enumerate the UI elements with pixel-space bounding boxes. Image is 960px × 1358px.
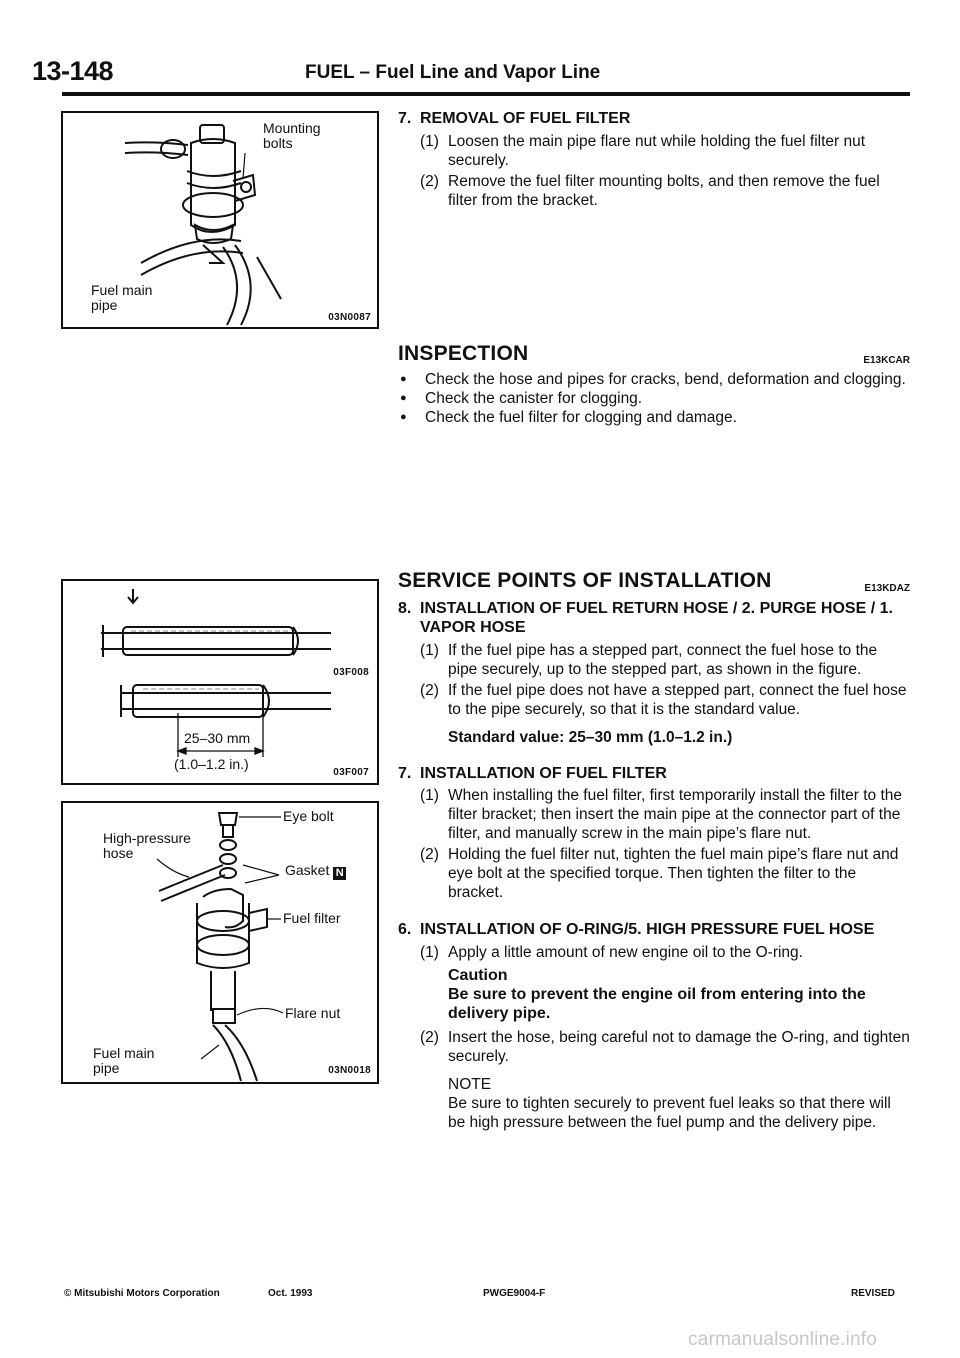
page-number: 13-148 — [32, 56, 114, 86]
service-code: E13KDAZ — [864, 583, 910, 594]
gasket-text: Gasket — [285, 862, 330, 878]
watermark: carmanualsonline.info — [688, 1329, 878, 1350]
item6-number: 6. — [398, 921, 412, 938]
footer-copyright: © Mitsubishi Motors Corporation — [64, 1288, 220, 1299]
step-number: (2) — [420, 1029, 439, 1046]
figure-code: 03N0087 — [328, 312, 371, 323]
inspection-bullet: ● Check the fuel filter for clogging and damage. — [398, 408, 910, 427]
label-flare-nut: Flare nut — [285, 1005, 341, 1021]
footer-status: REVISED — [851, 1288, 895, 1299]
item7-number: 7. — [398, 765, 412, 782]
page-title: FUEL – Fuel Line and Vapor Line — [305, 62, 601, 83]
removal-heading-text: REMOVAL OF FUEL FILTER — [420, 110, 631, 127]
step-text: If the fuel pipe has a stepped part, connect the fuel hose to the pipe securely, up to the stepped part, as shown in the figure. — [448, 642, 878, 678]
item7-heading-text: INSTALLATION OF FUEL FILTER — [420, 765, 667, 782]
item8-heading — [398, 599, 910, 637]
item8-step-1 — [398, 641, 910, 679]
step-number: (1) — [420, 787, 439, 804]
footer-date: Oct. 1993 — [268, 1288, 313, 1299]
hose-insertion-illustration — [63, 581, 377, 783]
figure-fuel-filter-removal — [61, 111, 379, 329]
item6-heading — [398, 920, 910, 939]
figure-code-top: 03F008 — [333, 667, 369, 678]
removal-section — [398, 109, 910, 210]
removal-step-2 — [398, 172, 910, 210]
step-number: (1) — [420, 133, 439, 150]
replace-mark-icon: N — [333, 867, 346, 880]
step-text: If the fuel pipe does not have a stepped part, connect the fuel hose to the pipe securely, so that it is the standard value. — [448, 682, 907, 718]
step-number: (2) — [420, 846, 439, 863]
step-text: Insert the hose, being careful not to damage the O-ring, and tighten securely. — [448, 1029, 910, 1065]
step-number: (2) — [420, 173, 439, 190]
removal-number: 7. — [398, 110, 412, 127]
item8-heading-text: INSTALLATION OF FUEL RETURN HOSE / 2. PURGE HOSE / 1. VAPOR HOSE — [420, 600, 893, 636]
item8-step-2 — [398, 681, 910, 719]
note-title: NOTE — [448, 1076, 492, 1093]
inspection-header — [398, 344, 910, 365]
dimension-mm: 25–30 mm — [184, 730, 251, 746]
footer-doc-code: PWGE9004-F — [483, 1288, 546, 1299]
item7-step-1 — [398, 786, 910, 843]
label-fuel-filter: Fuel filter — [283, 910, 341, 926]
service-header — [398, 571, 910, 592]
step-text: Holding the fuel filter nut, tighten the fuel main pipe’s flare nut and eye bolt at the specified torque. Then tighten the filter to the bracket. — [448, 846, 899, 901]
dimension-in: (1.0–1.2 in.) — [174, 756, 249, 772]
item6-step-2 — [398, 1028, 910, 1066]
standard-value: Standard value: 25–30 mm (1.0–1.2 in.) — [448, 729, 733, 746]
step-number: (1) — [420, 944, 439, 961]
label-gasket — [285, 863, 346, 880]
note-text: Be sure to tighten securely to prevent fuel leaks so that there will be high pressure between the fuel pump and the delivery pipe. — [448, 1095, 891, 1131]
label-fuel-main-pipe: Fuel main pipe — [93, 1045, 155, 1076]
figure-filter-installation — [61, 801, 379, 1084]
figure-code: 03N0018 — [328, 1065, 371, 1076]
figure-code-bottom: 03F007 — [333, 767, 369, 778]
inspection-bullet: ● Check the canister for clogging. — [398, 389, 910, 408]
inspection-title: INSPECTION — [398, 342, 529, 365]
item7-heading — [398, 764, 910, 783]
label-eye-bolt: Eye bolt — [283, 808, 334, 824]
step-number: (2) — [420, 682, 439, 699]
label-mounting-bolts: Mounting bolts — [263, 120, 321, 151]
item6-step-1 — [398, 943, 910, 962]
step-text: When installing the fuel filter, first temporarily install the filter to the filter bracket; then insert the main pipe at the connector part of the filter, and manually screw in the main pipe’s flare nut. — [448, 787, 903, 842]
service-title: SERVICE POINTS OF INSTALLATION — [398, 569, 772, 592]
step-text: Apply a little amount of new engine oil to the O-ring. — [448, 944, 803, 961]
step-text: Remove the fuel filter mounting bolts, and then remove the fuel filter from the bracket. — [448, 173, 880, 209]
service-section — [398, 571, 910, 1132]
inspection-section — [398, 344, 910, 427]
caution-text: Be sure to prevent the engine oil from entering into the delivery pipe. — [448, 986, 866, 1022]
figure-hose-insertion — [61, 579, 379, 785]
removal-step-1 — [398, 132, 910, 170]
item6-heading-text: INSTALLATION OF O-RING/5. HIGH PRESSURE FUEL HOSE — [420, 921, 875, 938]
caution-title: Caution — [448, 967, 508, 984]
inspection-code: E13KCAR — [863, 355, 910, 366]
inspection-bullet: ● Check the hose and pipes for cracks, bend, deformation and clogging. — [398, 370, 910, 389]
removal-heading — [398, 109, 910, 128]
step-number: (1) — [420, 642, 439, 659]
label-fuel-main-pipe: Fuel main pipe — [91, 282, 153, 313]
step-text: Loosen the main pipe flare nut while holding the fuel filter nut securely. — [448, 133, 866, 169]
label-high-pressure-hose: High-pressure hose — [103, 830, 191, 861]
header-rule — [62, 92, 910, 96]
item7-step-2 — [398, 845, 910, 902]
item8-number: 8. — [398, 600, 412, 617]
